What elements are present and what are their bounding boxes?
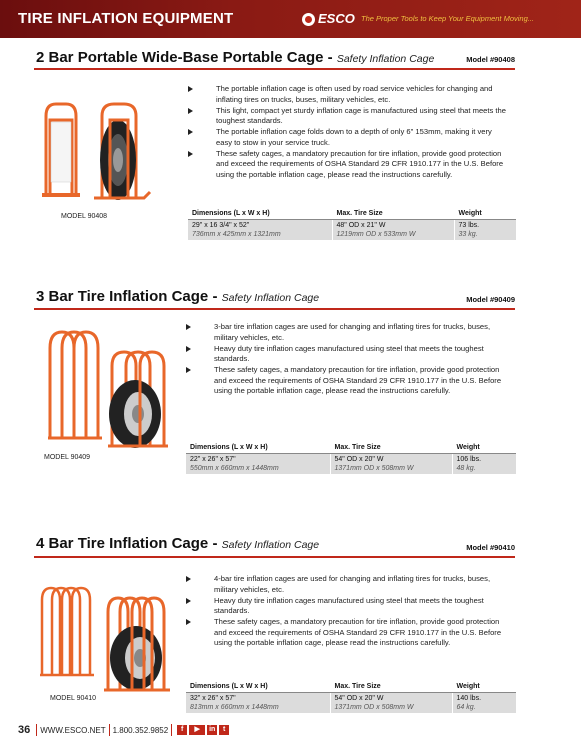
bullet-arrow-icon [188,108,193,114]
col-header-weight: Weight [454,208,516,220]
cell-weight: 140 lbs. 64 kg. [452,693,516,714]
twitter-icon[interactable]: t [219,725,229,735]
product-name: 2 Bar Portable Wide-Base Portable Cage [36,49,324,66]
bullet-arrow-icon [186,346,191,352]
esco-logo-icon [302,13,315,26]
feature-list [188,84,508,181]
col-header-weight: Weight [452,681,516,693]
feature-item: The portable inflation cage is often used by road service vehicles for changing and inflating tires on trucks, buses, military vehicles, etc. [188,84,508,105]
table-row [188,220,516,241]
spec-table [186,442,516,474]
feature-item: 3-bar tire inflation cages are used for changing and inflating tires for trucks, buses, military vehicles, etc. [186,322,508,343]
bullet-arrow-icon [186,367,191,373]
product-subtitle: Safety Inflation Cage [221,539,320,551]
bullet-arrow-icon [186,576,191,582]
cage-4bar-image [36,580,181,695]
cell-dimensions: 29" x 16 3/4" x 52" 736mm x 425mm x 1321mm [188,220,332,241]
facebook-icon[interactable]: f [177,725,187,735]
product-subtitle: Safety Inflation Cage [221,292,320,304]
bullet-arrow-icon [188,129,193,135]
feature-item: These safety cages, a mandatory precaution for tire inflation, provide good protection and exceed the requirements of OSHA Standard 29 CFR 1910.177 in the U.S. Before using the portable inflation cage, please read the instructions carefully. [186,365,508,397]
table-row [186,454,516,475]
cell-tire-size: 54" OD x 20" W 1371mm OD x 508mm W [330,693,452,714]
spec-table [186,681,516,713]
model-number: Model #90408 [466,55,515,64]
page-title: TIRE INFLATION EQUIPMENT [18,10,234,27]
footer-divider [36,724,37,736]
col-header-dimensions: Dimensions (L x W x H) [188,208,332,220]
bullet-arrow-icon [186,324,191,330]
feature-list [186,322,508,397]
linkedin-icon[interactable]: in [209,726,216,733]
section-divider [34,556,515,558]
page-footer [18,724,229,736]
footer-divider [109,724,110,736]
cage-3bar-image [40,326,175,451]
model-number: Model #90410 [466,543,515,552]
footer-divider [171,724,172,736]
feature-item: Heavy duty tire inflation cages manufactured using steel that meets the toughest standards. [186,596,508,617]
model-caption: MODEL 90409 [44,454,91,461]
col-header-tire-size: Max. Tire Size [330,442,452,454]
section-divider [34,308,515,310]
feature-item: 4-bar tire inflation cages are used for changing and inflating tires for trucks, buses, military vehicles, etc. [186,574,508,595]
cell-weight: 106 lbs. 48 kg. [452,454,516,475]
product-name: 4 Bar Tire Inflation Cage [36,535,209,552]
col-header-dimensions: Dimensions (L x W x H) [186,681,330,693]
cell-dimensions: 22" x 26" x 57" 550mm x 660mm x 1448mm [186,454,330,475]
cell-tire-size: 54" OD x 20" W 1371mm OD x 508mm W [330,454,452,475]
col-header-tire-size: Max. Tire Size [330,681,452,693]
section-title: 4 Bar Tire Inflation Cage - Safety Inflation Cage [36,535,320,552]
section-divider [34,68,515,70]
col-header-dimensions: Dimensions (L x W x H) [186,442,330,454]
model-caption: MODEL 90410 [50,695,97,702]
feature-item: Heavy duty tire inflation cages manufactured using steel that meets the toughest standards. [186,344,508,365]
feature-item: This light, compact yet sturdy inflation cage is manufactured using steel that meets the toughest standards. [188,106,508,127]
feature-item: The portable inflation cage folds down to a depth of only 6" 153mm, making it very easy to stow in your service truck. [188,127,508,148]
col-header-weight: Weight [452,442,516,454]
page-header [0,0,581,38]
bullet-arrow-icon [186,619,191,625]
phone-number: 1.800.352.9852 [112,725,169,735]
cell-dimensions: 32" x 26" x 57" 813mm x 660mm x 1448mm [186,693,330,714]
feature-item: These safety cages, a mandatory precaution for tire inflation, provide good protection and exceed the requirements of OSHA Standard 29 CFR 1910.177 in the U.S. Before using the portable inflation cage, please read the instructions carefully. [188,149,508,181]
section-title: 3 Bar Tire Inflation Cage - Safety Inflation Cage [36,288,320,305]
product-subtitle: Safety Inflation Cage [336,53,435,65]
page-number: 36 [18,724,31,736]
cage-2bar-image [40,98,170,208]
bullet-arrow-icon [186,598,191,604]
table-row [186,693,516,714]
col-header-tire-size: Max. Tire Size [332,208,454,220]
model-number: Model #90409 [466,295,515,304]
feature-item: These safety cages, a mandatory precaution for tire inflation, provide good protection and exceed the requirements of OSHA Standard 29 CFR 1910.177 in the U.S. Before using the portable inflation cage, please read the instructions carefully. [186,617,508,649]
bullet-arrow-icon [188,151,193,157]
brand-tagline: The Proper Tools to Keep Your Equipment Moving... [361,14,535,23]
website-link[interactable]: WWW.ESCO.NET [40,725,106,735]
section-title: 2 Bar Portable Wide-Base Portable Cage - Safety Inflation Cage [36,49,435,66]
spec-table [188,208,516,240]
cell-tire-size: 48" OD x 21" W 1219mm OD x 533mm W [332,220,454,241]
product-name: 3 Bar Tire Inflation Cage [36,288,209,305]
feature-list [186,574,508,649]
brand-name: ESCO [318,11,355,26]
model-caption: MODEL 90408 [61,213,108,220]
cell-weight: 73 lbs. 33 kg. [454,220,516,241]
bullet-arrow-icon [188,86,193,92]
youtube-icon[interactable]: ▶ [189,725,205,735]
